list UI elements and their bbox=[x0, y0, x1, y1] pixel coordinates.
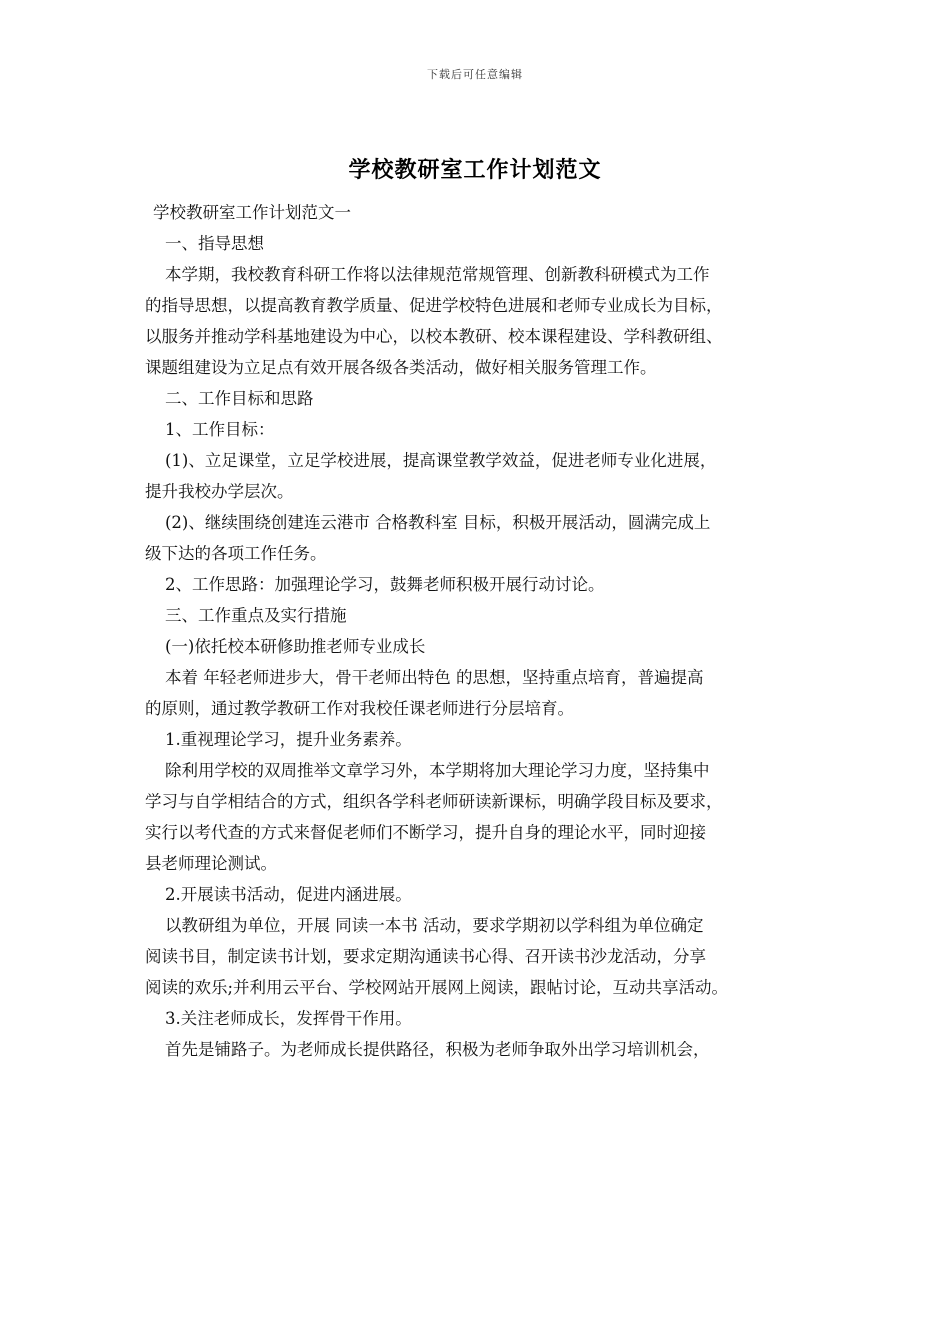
paragraph-line: 阅读书目，制定读书计划，要求定期沟通读书心得、召开读书沙龙活动，分享 bbox=[145, 947, 706, 966]
page-title: 学校教研室工作计划范文 bbox=[348, 157, 602, 183]
paragraph-line: 级下达的各项工作任务。 bbox=[145, 544, 327, 563]
paragraph-line: (2)、继续围绕创建连云港市 合格教科室 目标，积极开展活动，圆满完成上 bbox=[165, 513, 711, 532]
paragraph-line: 一、指导思想 bbox=[165, 234, 264, 253]
paragraph-line: 阅读的欢乐;并利用云平台、学校网站开展网上阅读，跟帖讨论，互动共享活动。 bbox=[145, 978, 729, 997]
document-body bbox=[145, 197, 817, 1065]
paragraph-line: 提升我校办学层次。 bbox=[145, 482, 294, 501]
paragraph-line: 县老师理论测试。 bbox=[145, 854, 277, 873]
paragraph-line: 的原则，通过教学教研工作对我校任课老师进行分层培育。 bbox=[145, 699, 574, 718]
paragraph-line: 本着 年轻老师进步大，骨干老师出特色 的思想，坚持重点培育，普遍提高 bbox=[165, 668, 704, 687]
paragraph-line: 首先是铺路子。为老师成长提供路径，积极为老师争取外出学习培训机会， bbox=[165, 1040, 710, 1059]
paragraph-line: 实行以考代查的方式来督促老师们不断学习，提升自身的理论水平，同时迎接 bbox=[145, 823, 706, 842]
paragraph-line: 2、工作思路：加强理论学习，鼓舞老师积极开展行动讨论。 bbox=[165, 575, 605, 594]
paragraph-line: 1.重视理论学习，提升业务素养。 bbox=[165, 730, 412, 749]
paragraph-line: 的指导思想，以提高教育教学质量、促进学校特色进展和老师专业成长为目标， bbox=[145, 296, 723, 315]
paragraph-line: 课题组建设为立足点有效开展各级各类活动，做好相关服务管理工作。 bbox=[145, 358, 657, 377]
paragraph-line: 2.开展读书活动，促进内涵进展。 bbox=[165, 885, 412, 904]
paragraph-line: 除利用学校的双周推举文章学习外，本学期将加大理论学习力度，坚持集中 bbox=[165, 761, 710, 780]
paragraph-line: 以服务并推动学科基地建设为中心，以校本教研、校本课程建设、学科教研组、 bbox=[145, 327, 723, 346]
paragraph-line: 三、工作重点及实行措施 bbox=[165, 606, 347, 625]
paragraph-line: 3.关注老师成长，发挥骨干作用。 bbox=[165, 1009, 412, 1028]
paragraph-line: (1)、立足课堂，立足学校进展，提高课堂教学效益，促进老师专业化进展， bbox=[165, 451, 717, 470]
paragraph-line: 以教研组为单位，开展 同读一本书 活动，要求学期初以学科组为单位确定 bbox=[165, 916, 704, 935]
paragraph-line: 二、工作目标和思路 bbox=[165, 389, 314, 408]
header-note: 下载后可任意编辑 bbox=[427, 68, 523, 81]
paragraph-line: (一)依托校本研修助推老师专业成长 bbox=[165, 637, 426, 656]
paragraph-line: 1、工作目标： bbox=[165, 420, 275, 439]
paragraph-line: 学习与自学相结合的方式，组织各学科老师研读新课标，明确学段目标及要求， bbox=[145, 792, 723, 811]
paragraph-line: 本学期，我校教育科研工作将以法律规范常规管理、创新教科研模式为工作 bbox=[165, 265, 710, 284]
paragraph-line: 学校教研室工作计划范文一 bbox=[153, 203, 351, 222]
